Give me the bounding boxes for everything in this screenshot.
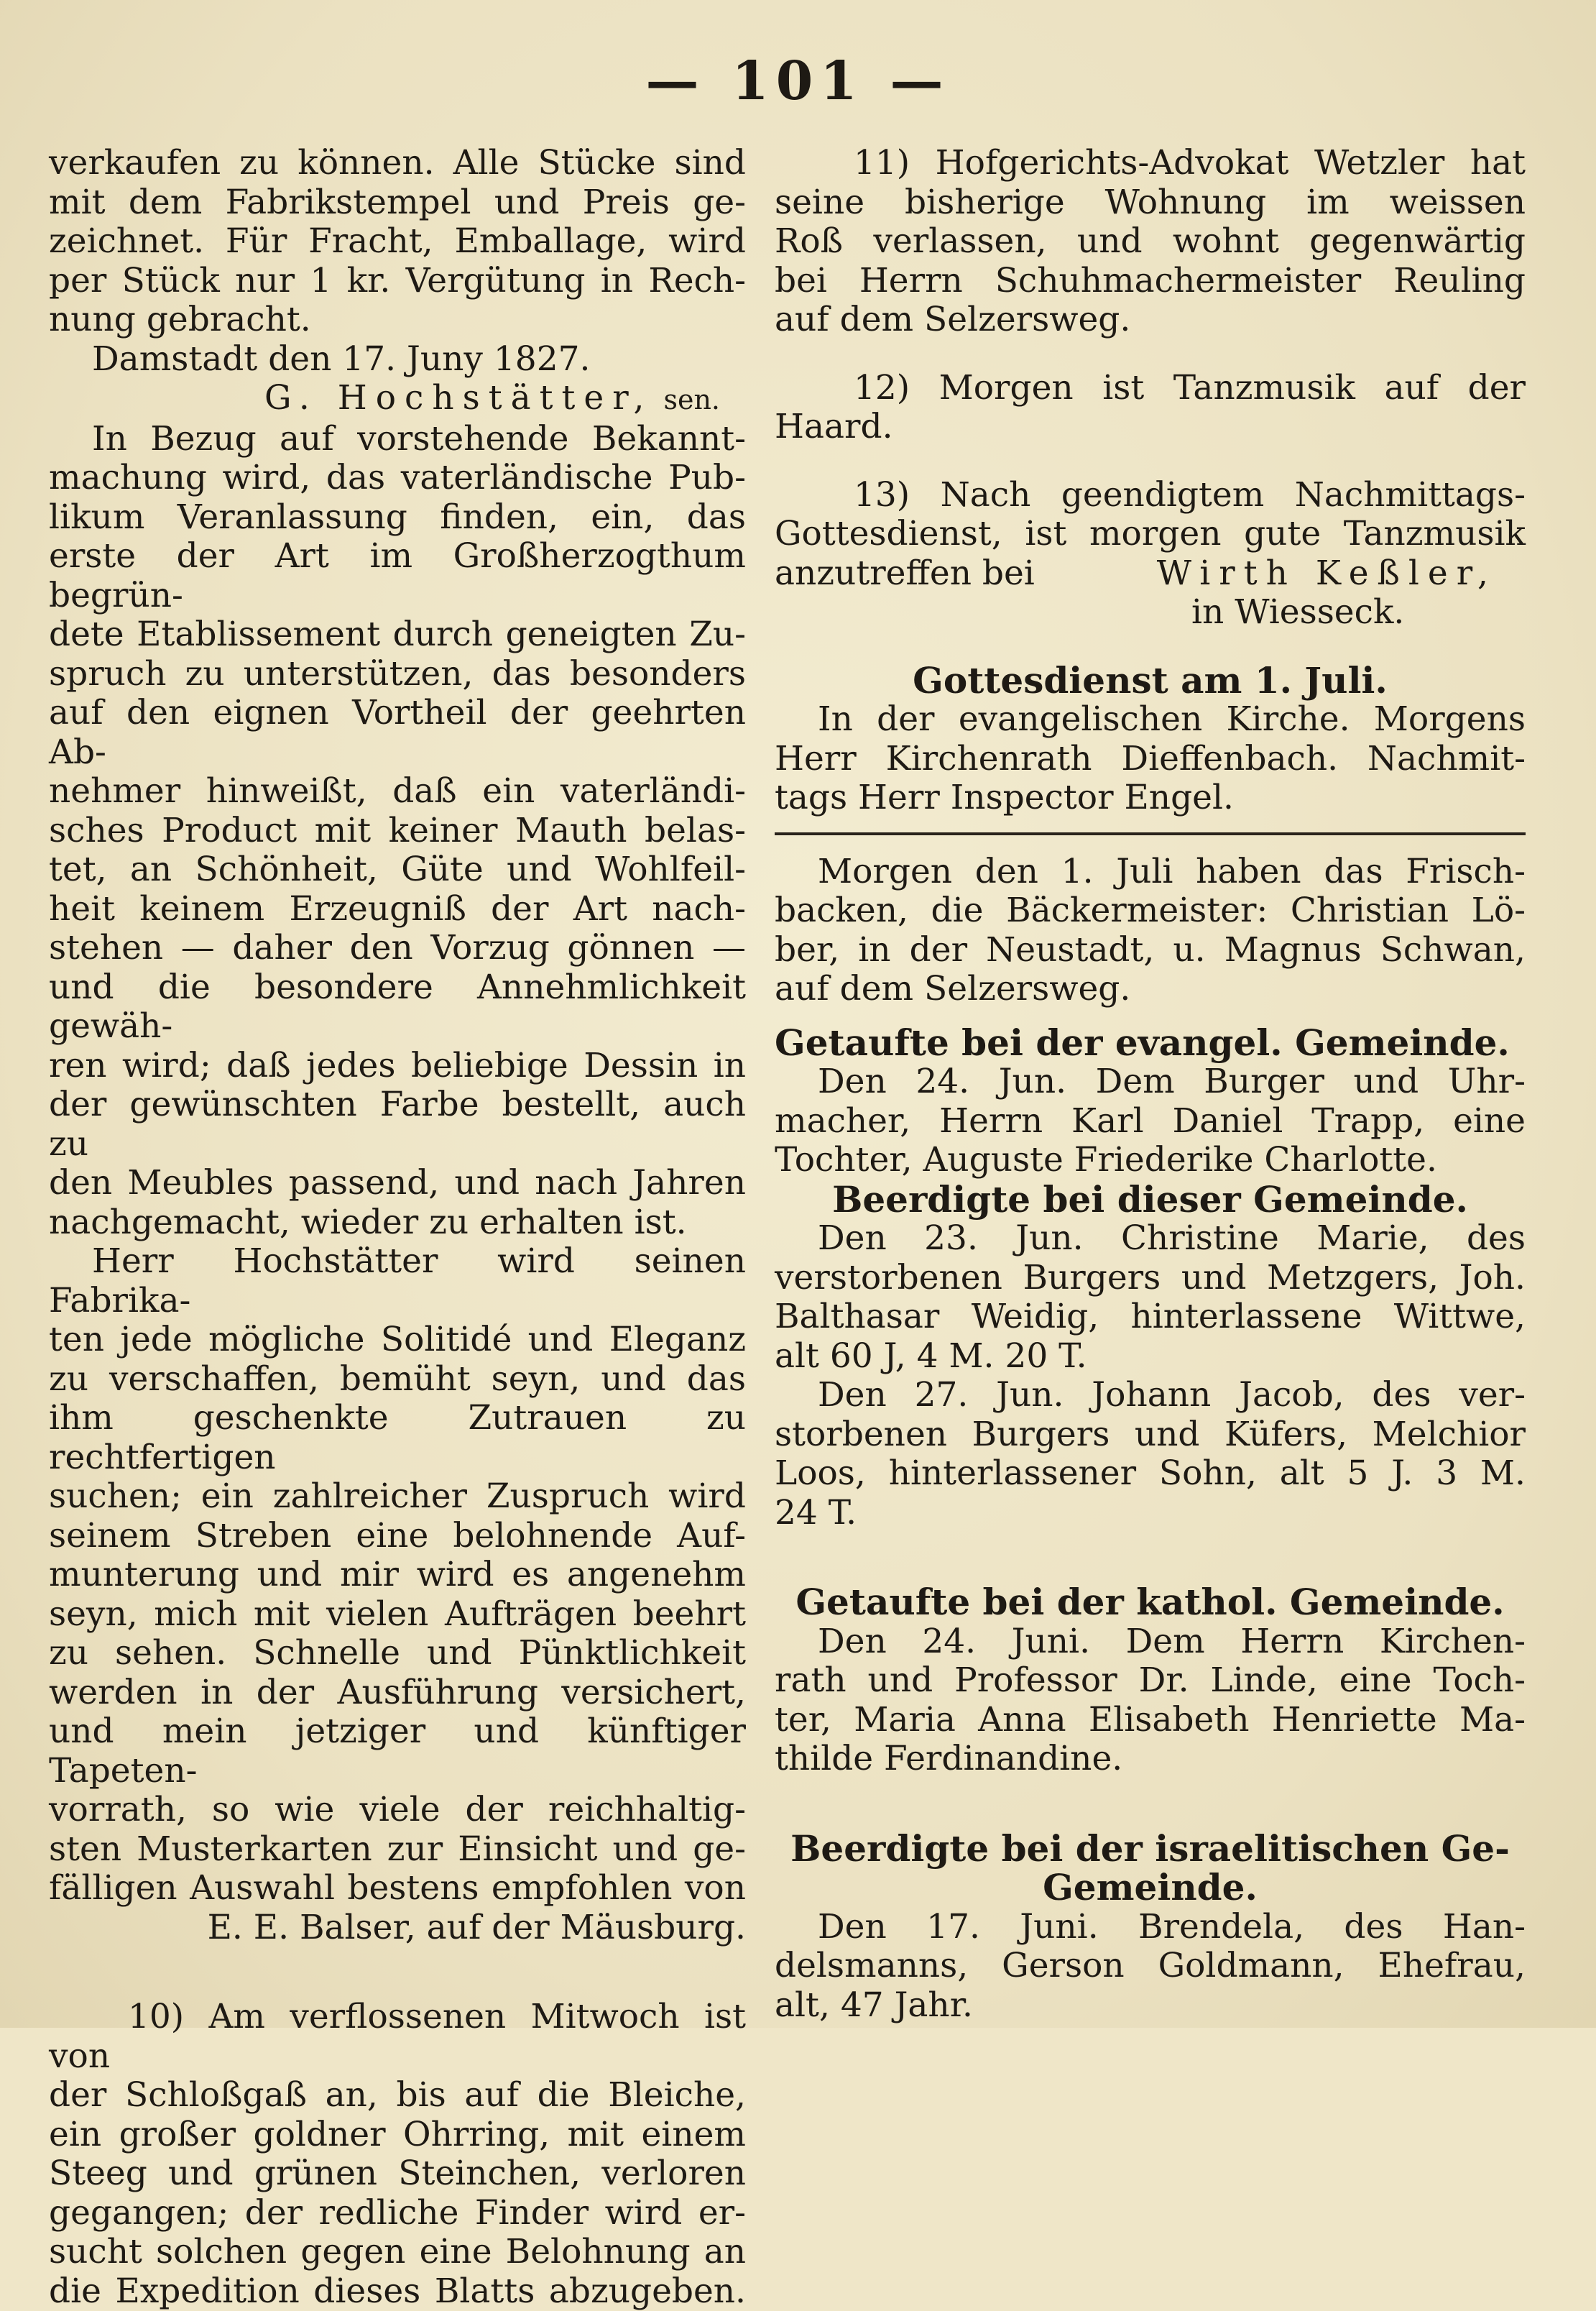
text-line: 24 T. — [775, 1494, 1526, 1533]
text-line: nehmer hinweißt, daß ein vaterländi- — [49, 772, 746, 812]
text-line: Den 24. Juni. Dem Herrn Kirchen- — [775, 1622, 1526, 1662]
text-line: tags Herr Inspector Engel. — [775, 778, 1526, 818]
text-line: der gewünschten Farbe bestellt, auch zu — [49, 1085, 746, 1164]
text-line: werden in der Ausführung versichert, — [49, 1673, 746, 1713]
text-line: Roß verlassen, und wohnt gegenwärtig — [775, 222, 1526, 262]
bakers-notice — [775, 853, 1526, 1009]
text-line: ter, Maria Anna Elisabeth Henriette Ma- — [775, 1701, 1526, 1740]
text-line: und mein jetziger und künftiger Tapeten- — [49, 1712, 746, 1791]
text-line: nachgemacht, wieder zu erhalten ist. — [49, 1203, 746, 1243]
section-heading-evangelical-buried: Beerdigte bei dieser Gemeinde. — [775, 1180, 1526, 1220]
evangelical-buried-2 — [775, 1376, 1526, 1533]
page-number: — 101 — — [0, 50, 1596, 112]
section-heading-israelite-buried: Beerdigte bei der israelitischen Ge- — [775, 1829, 1526, 1869]
text-line: vorrath, so wie viele der reichhaltig- — [49, 1791, 746, 1830]
text-line: macher, Herrn Karl Daniel Trapp, eine — [775, 1102, 1526, 1141]
signature-balser: E. E. Balser, auf der Mäusburg. — [49, 1908, 746, 1948]
text-line: alt 60 J, 4 M. 20 T. — [775, 1337, 1526, 1377]
text-line: Den 23. Jun. Christine Marie, des — [775, 1219, 1526, 1259]
right-column — [775, 144, 1526, 2025]
text-line: zu verschaffen, bemüht seyn, und das — [49, 1360, 746, 1400]
paragraph-hochstaetter — [49, 1242, 746, 1908]
text-line: 10) Am verflossenen Mitwoch ist von — [49, 1998, 746, 2076]
section-heading-israelite-buried-cont: Gemeinde. — [775, 1868, 1526, 1908]
text-line: In Bezug auf vorstehende Bekannt- — [49, 420, 746, 459]
text-line: sches Product mit keiner Mauth belas- — [49, 812, 746, 851]
text-line: In der evangelischen Kirche. Morgens — [775, 700, 1526, 740]
text-line: rath und Professor Dr. Linde, eine Toch- — [775, 1661, 1526, 1701]
notice-13 — [775, 476, 1526, 633]
text-line: zu sehen. Schnelle und Pünktlichkeit — [49, 1634, 746, 1673]
text-line: gegangen; der redliche Finder wird er- — [49, 2194, 746, 2233]
text-line: alt, 47 Jahr. — [775, 1986, 1526, 2026]
text-line: seyn, mich mit vielen Aufträgen beehrt — [49, 1595, 746, 1635]
signature-name: G. Hochstätter, — [264, 378, 653, 418]
notice-12 — [775, 369, 1526, 447]
text-line: sucht solchen gegen eine Belohnung an — [49, 2233, 746, 2272]
text-line: verkaufen zu können. Alle Stücke sind — [49, 144, 746, 183]
text-line: seine bisherige Wohnung im weissen — [775, 183, 1526, 223]
text-line: Loos, hinterlassener Sohn, alt 5 J. 3 M. — [775, 1454, 1526, 1494]
text-line: verstorbenen Burgers und Metzgers, Joh. — [775, 1259, 1526, 1298]
section-heading-worship: Gottesdienst am 1. Juli. — [775, 661, 1526, 701]
place-date: Damstadt den 17. Juny 1827. — [49, 340, 746, 380]
catholic-baptized — [775, 1622, 1526, 1779]
text-line: Morgen den 1. Juli haben das Frisch- — [775, 853, 1526, 892]
text-line: erste der Art im Großherzogthum begrün- — [49, 537, 746, 615]
text-line: 13) Nach geendigtem Nachmittags- — [775, 476, 1526, 515]
text-line: auf dem Selzersweg. — [775, 970, 1526, 1009]
text-line: suchen; ein zahlreicher Zuspruch wird — [49, 1477, 746, 1517]
signature-suffix: sen. — [663, 384, 720, 415]
section-heading-catholic-baptized: Getaufte bei der kathol. Gemeinde. — [775, 1583, 1526, 1622]
place-name: in Wiesseck. — [775, 593, 1526, 633]
text-line: die Expedition dieses Blatts abzugeben. — [49, 2272, 746, 2311]
text-line: heit keinem Erzeugniß der Art nach- — [49, 890, 746, 929]
worship-text — [775, 700, 1526, 818]
text-line: spruch zu unterstützen, das besonders — [49, 655, 746, 694]
text-line: Den 17. Juni. Brendela, des Han- — [775, 1908, 1526, 1947]
text-line: den Meubles passend, und nach Jahren — [49, 1164, 746, 1203]
evangelical-baptized — [775, 1062, 1526, 1180]
text-line: tet, an Schönheit, Güte und Wohlfeil- — [49, 850, 746, 890]
text-line: Den 24. Jun. Dem Burger und Uhr- — [775, 1062, 1526, 1102]
paragraph-announcement — [49, 420, 746, 1243]
text-line: 12) Morgen ist Tanzmusik auf der — [775, 369, 1526, 408]
text-fragment: anzutreffen bei — [775, 554, 1035, 594]
text-line: Tochter, Auguste Friederike Charlotte. — [775, 1141, 1526, 1180]
israelite-buried — [775, 1908, 1526, 2026]
text-line: ten jede mögliche Solitidé und Eleganz — [49, 1320, 746, 1360]
text-line: stehen — daher den Vorzug gönnen — — [49, 929, 746, 968]
text-line: 11) Hofgerichts-Advokat Wetzler hat — [775, 144, 1526, 183]
text-line: auf dem Selzersweg. — [775, 300, 1526, 340]
text-line: munterung und mir wird es angenehm — [49, 1556, 746, 1595]
text-line: bei Herrn Schuhmachermeister Reuling — [775, 262, 1526, 301]
text-line: ber, in der Neustadt, u. Magnus Schwan, — [775, 931, 1526, 970]
text-line: nung gebracht. — [49, 300, 746, 340]
text-line: der Schloßgaß an, bis auf die Bleiche, — [49, 2076, 746, 2115]
divider-rule — [775, 832, 1526, 835]
text-line: zeichnet. Für Fracht, Emballage, wird — [49, 222, 746, 262]
text-line: sten Musterkarten zur Einsicht und ge- — [49, 1830, 746, 1870]
text-line: ein großer goldner Ohrring, mit einem — [49, 2115, 746, 2155]
text-line: likum Veranlassung finden, ein, das — [49, 498, 746, 538]
left-column — [49, 144, 746, 2311]
text-line: per Stück nur 1 kr. Vergütung in Rech- — [49, 262, 746, 301]
text-line — [775, 554, 1526, 594]
notice-11 — [775, 144, 1526, 340]
text-line: fälligen Auswahl bestens empfohlen von — [49, 1869, 746, 1908]
text-line: machung wird, das vaterländische Pub- — [49, 459, 746, 498]
text-line: Balthasar Weidig, hinterlassene Wittwe, — [775, 1297, 1526, 1337]
text-line: auf den eignen Vortheil der geehrten Ab- — [49, 694, 746, 772]
innkeeper-name: Wirth Keßler, — [1157, 554, 1497, 594]
text-line: seinem Streben eine belohnende Auf- — [49, 1517, 746, 1556]
text-line: delsmanns, Gerson Goldmann, Ehefrau, — [775, 1947, 1526, 1986]
text-line: und die besondere Annehmlichkeit gewäh- — [49, 968, 746, 1047]
text-line: backen, die Bäckermeister: Christian Lö- — [775, 891, 1526, 931]
text-line: dete Etablissement durch geneigten Zu- — [49, 615, 746, 655]
text-line: Steeg und grünen Steinchen, verloren — [49, 2154, 746, 2194]
text-line: Herr Kirchenrath Dieffenbach. Nachmit- — [775, 740, 1526, 779]
text-line: Gottesdienst, ist morgen gute Tanzmusik — [775, 515, 1526, 554]
text-line: Den 27. Jun. Johann Jacob, des ver- — [775, 1376, 1526, 1415]
text-line: thilde Ferdinandine. — [775, 1740, 1526, 1779]
notice-10 — [49, 1998, 746, 2311]
signature-hochstaetter — [49, 379, 746, 420]
text-line: Herr Hochstätter wird seinen Fabrika- — [49, 1242, 746, 1320]
text-line: storbenen Burgers und Küfers, Melchior — [775, 1415, 1526, 1455]
section-heading-evangelical-baptized: Getaufte bei der evangel. Gemeinde. — [775, 1024, 1526, 1063]
evangelical-buried-1 — [775, 1219, 1526, 1376]
text-line: Haard. — [775, 408, 1526, 447]
text-line: ihm geschenkte Zutrauen zu rechtfertigen — [49, 1399, 746, 1477]
text-line: mit dem Fabrikstempel und Preis ge- — [49, 183, 746, 223]
text-line: ren wird; daß jedes beliebige Dessin in — [49, 1047, 746, 1086]
